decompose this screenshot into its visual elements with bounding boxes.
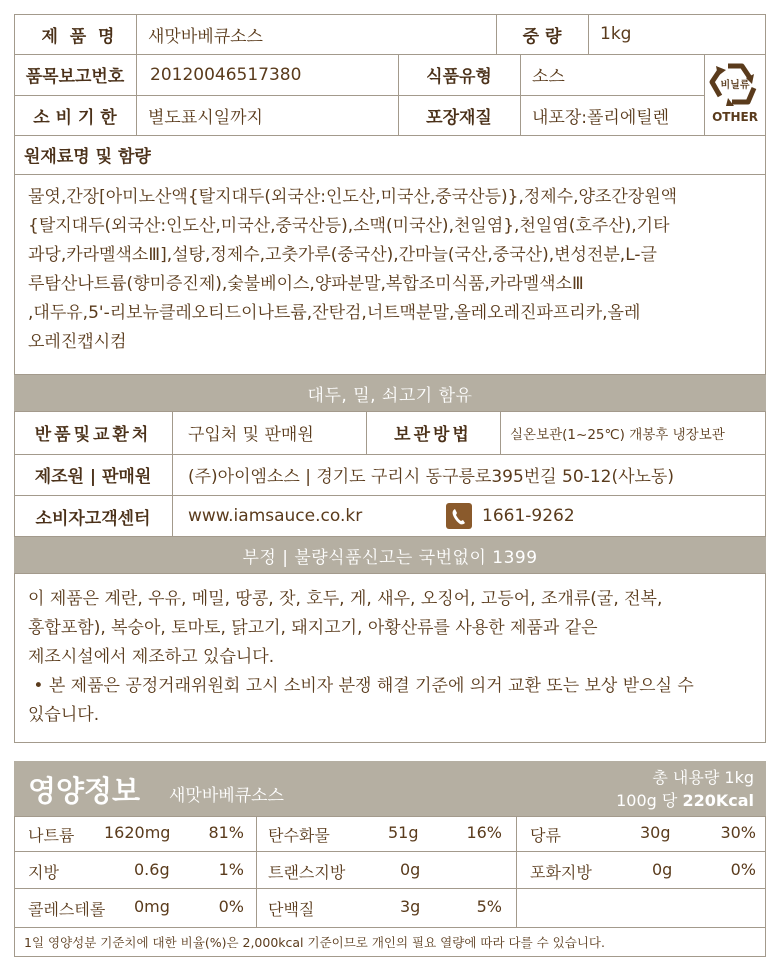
ingredients-label: 원재료명 및 함량 — [24, 147, 151, 167]
nutrient-amount: 0g — [400, 860, 421, 879]
nutrient-amount: 30g — [640, 823, 671, 842]
nutrient-pct: 81% — [208, 823, 244, 842]
nutrient-pct: 1% — [218, 860, 244, 879]
ingredients-line: {탈지대두(외국산:인도산,미국산,중국산등),소맥(미국산),천일염},천일염(호주산),기타 — [28, 216, 670, 236]
notice-line: 있습니다. — [28, 705, 100, 725]
nutrient-pct: 5% — [476, 897, 502, 916]
notice-line: • 본 제품은 공정거래위원회 고시 소비자 분쟁 해결 기준에 의거 교환 또는 보상 받으실 수 — [28, 676, 694, 696]
ingredients-line: ,대두유,5'-리보뉴클레오티드이나트륨,잔탄검,너트맥분말,올레오레진파프리카,올레 — [28, 303, 641, 323]
nutrient-name: 트랜스지방 — [268, 863, 346, 882]
website[interactable]: www.iamsauce.co.kr — [188, 506, 363, 526]
nutrient-amount: 3g — [400, 897, 421, 916]
allergen-notice — [28, 585, 763, 730]
weight-value: 1kg — [600, 24, 632, 44]
product-name: 새맛바베큐소스 — [148, 26, 263, 47]
return-label: 반품및교환처 — [34, 425, 152, 445]
per-100g — [616, 788, 754, 811]
nutrition-header — [14, 761, 766, 816]
product-name-label: 제 품 명 — [41, 26, 115, 47]
expiry-label: 소 비 기 한 — [33, 108, 117, 128]
nutrient-amount: 0mg — [134, 897, 170, 916]
nutrient-pct: 0% — [730, 860, 756, 879]
nutrition-product: 새맛바베큐소스 — [169, 786, 284, 806]
nutrient-name: 탄수화물 — [268, 826, 330, 845]
report-no: 20120046517380 — [150, 64, 302, 85]
nutrient-pct: 0% — [218, 897, 244, 916]
per-prefix: 100g 당 — [616, 791, 683, 810]
nutrition-footnote: 1일 영양성분 기준치에 대한 비율(%)은 2,000kcal 기준이므로 개인의 필요 열량에 따라 다를 수 있습니다. — [24, 935, 605, 950]
storage-label: 보관방법 — [394, 425, 472, 445]
total-content: 총 내용량 1kg — [652, 768, 754, 787]
phone-number[interactable]: 1661-9262 — [482, 506, 575, 526]
cs-label: 소비자고객센터 — [35, 508, 151, 529]
recycle-mark-top: 비닐류 — [720, 80, 750, 91]
ingredients-text — [28, 183, 763, 357]
nutrient-amount: 1620mg — [104, 823, 171, 842]
expiry-value: 별도표시일까지 — [148, 108, 263, 128]
storage-value: 실온보관(1~25℃) 개봉후 냉장보관 — [510, 426, 725, 443]
kcal-value: 220Kcal — [682, 791, 754, 810]
notice-line: 이 제품은 계란, 우유, 메밀, 땅콩, 잣, 호두, 게, 새우, 오징어, 고등어, 조개류(굴, 전복, — [28, 589, 663, 609]
nutrition-title: 영양정보 — [28, 774, 141, 808]
packaging-label: 포장재질 — [426, 108, 492, 128]
phone-icon — [446, 503, 472, 529]
ingredients-line: 루탐산나트륨(향미증진제),숯불베이스,양파분말,복합조미식품,카라멜색소Ⅲ — [28, 274, 584, 294]
food-type: 소스 — [532, 67, 565, 87]
packaging-value: 내포장:폴리에틸렌 — [532, 108, 670, 128]
report-no-label: 품목보고번호 — [25, 67, 125, 87]
nutrient-name: 단백질 — [268, 900, 315, 919]
ingredients-line: 물엿,간장[아미노산액{탈지대두(외국산:인도산,미국산,중국산등)},정제수,양조간장원액 — [28, 187, 678, 207]
maker-label: 제조원 | 판매원 — [34, 467, 152, 487]
nutrient-amount: 0g — [652, 860, 673, 879]
nutrient-name: 지방 — [28, 863, 59, 882]
nutrient-pct: 30% — [720, 823, 756, 842]
report-band: 부정 | 불량식품신고는 국번없이 1399 — [14, 537, 766, 573]
nutrient-name: 나트륨 — [28, 826, 75, 845]
recycle-mark-bottom: OTHER — [712, 110, 758, 124]
allergen-band: 대두, 밀, 쇠고기 함유 — [14, 375, 766, 411]
notice-line: 제조시설에서 제조하고 있습니다. — [28, 647, 275, 667]
nutrient-amount: 0.6g — [134, 860, 170, 879]
food-type-label: 식품유형 — [426, 67, 492, 87]
ingredients-line: 과당,카라멜색소Ⅲ],설탕,정제수,고춧가루(중국산),간마늘(국산,중국산),변성전분,L-글 — [28, 245, 657, 265]
nutrient-name: 포화지방 — [530, 863, 592, 882]
return-value: 구입처 및 판매원 — [188, 425, 314, 445]
ingredients-line: 오레진캡시컴 — [28, 332, 127, 352]
nutrient-name: 콜레스테롤 — [28, 900, 106, 919]
notice-line: 홍합포함), 복숭아, 토마토, 닭고기, 돼지고기, 아황산류를 사용한 제품과 같은 — [28, 618, 598, 638]
weight-label: 중 량 — [522, 26, 562, 47]
nutrient-pct: 16% — [466, 823, 502, 842]
maker-value: (주)아이엠소스 | 경기도 구리시 동구릉로395번길 50-12(사노동) — [188, 467, 674, 487]
recycle-mark-icon — [706, 58, 764, 134]
nutrient-amount: 51g — [388, 823, 419, 842]
nutrient-name: 당류 — [530, 826, 561, 845]
